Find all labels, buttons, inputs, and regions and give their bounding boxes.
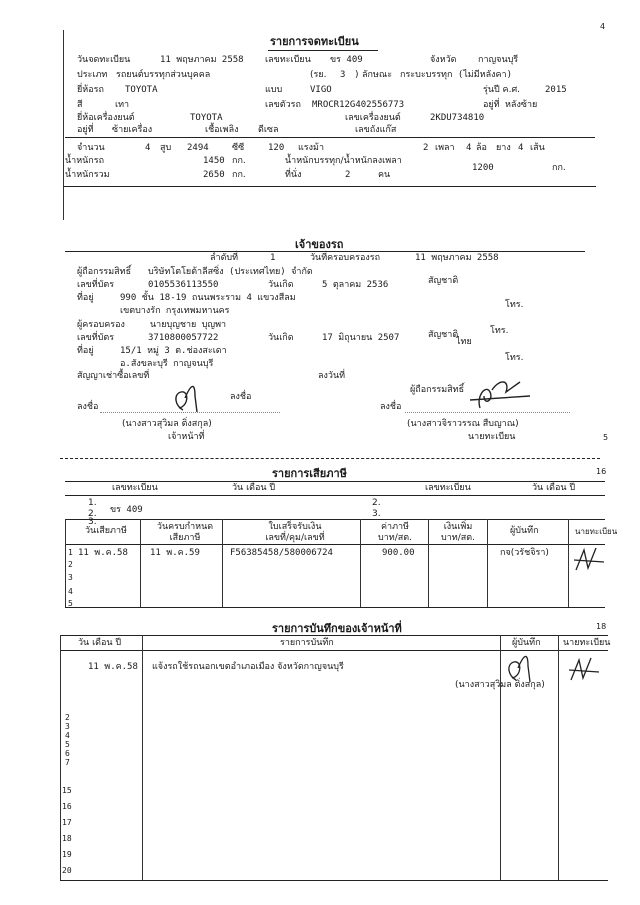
addr-label-2: ที่อยู่ bbox=[77, 346, 94, 356]
holder-label: ผู้ถือกรรมสิทธิ์ bbox=[77, 267, 132, 277]
tax-col-date: วัน เดือน ปี bbox=[232, 483, 276, 493]
notes-row-6: 6 bbox=[65, 749, 70, 758]
at-label: อยู่ที่ bbox=[483, 100, 500, 110]
wheel-value: 4 bbox=[466, 143, 472, 153]
own-date-value: 11 พฤษภาคม 2558 bbox=[415, 253, 499, 263]
province-value: กาญจนบุรี bbox=[478, 55, 519, 65]
year-value: 2015 bbox=[545, 85, 567, 95]
sign-label-3: ลงชื่อ bbox=[380, 402, 402, 412]
tax-row-1: 1. bbox=[88, 498, 97, 508]
total-value: 2650 bbox=[203, 170, 225, 180]
contract-label: สัญญาเช่าซื้อเลขที่ bbox=[77, 371, 150, 381]
notes-entry-signer: (นางสาวสุวิมล ติ่งสกุล) bbox=[455, 680, 545, 690]
nation-label-2: สัญชาติ bbox=[428, 330, 459, 340]
sign-label: ลงชื่อ bbox=[230, 392, 252, 402]
holder-sign-label: ผู้ถือกรรมสิทธิ์ bbox=[410, 385, 465, 395]
addr-line-1: 990 ชั้น 18-19 ถนนพระราม 4 แขวงสีลม bbox=[120, 293, 296, 303]
cylinder-label: จำนวน bbox=[77, 143, 105, 153]
tel-label-2: โทร. bbox=[490, 326, 509, 336]
engine-no-value: 2KDU734810 bbox=[430, 113, 485, 123]
fuel-label: เชื้อเพลิง bbox=[205, 125, 239, 135]
holder-value: บริษัทโตโยต้าลีสซิ่ง (ประเทศไทย) จำกัด bbox=[148, 267, 313, 277]
seat-label: ที่นั่ง bbox=[285, 170, 302, 180]
weight-label: น้ำหนักรถ bbox=[65, 156, 105, 166]
tax-row-num-5: 5 bbox=[68, 599, 73, 608]
at-value: หลังซ้าย bbox=[505, 100, 538, 110]
tax-col-reg: เลขทะเบียน bbox=[112, 483, 158, 493]
axle-unit: เพลา bbox=[435, 143, 455, 153]
nation-value-2: ไทย bbox=[456, 337, 472, 347]
vin-label: เลขตัวรถ bbox=[265, 100, 301, 110]
tax-h-due: วันครบกำหนดเสียภาษี bbox=[156, 522, 214, 543]
tire-label: ยาง bbox=[496, 143, 511, 153]
reg-no-value: ขร 409 bbox=[330, 55, 363, 65]
code-label: (รย. bbox=[310, 70, 327, 80]
notes-row-16: 16 bbox=[62, 802, 72, 811]
code-close: ) bbox=[355, 70, 359, 80]
tax-h-receipt: ใบเสร็จรับเงิน เลขที่/คุม/เลขที่ bbox=[265, 522, 325, 543]
tax-h-recorder: ผู้บันทึก bbox=[510, 526, 539, 536]
cc-value: 2494 bbox=[187, 143, 209, 153]
engine-no-label: เลขเครื่องยนต์ bbox=[345, 113, 401, 123]
owner-title: เจ้าของรถ bbox=[295, 238, 344, 251]
addr-line-3: 15/1 หมู่ 3 ต.ช่องสะเดา bbox=[120, 346, 227, 356]
code-value: 3 bbox=[340, 70, 346, 80]
notes-row-17: 17 bbox=[62, 818, 72, 827]
color-value: เทา bbox=[115, 100, 130, 110]
page-number: 4 bbox=[600, 22, 606, 31]
engine-at-value: ซ้ายเครื่อง bbox=[112, 125, 153, 135]
tax-h-amount: ค่าภาษี บาท/สต. bbox=[378, 522, 412, 543]
notes-entry-date: 11 พ.ค.58 bbox=[88, 662, 138, 672]
addr-line-4: อ.สังขละบุรี กาญจนบุรี bbox=[120, 359, 214, 369]
seat-unit: คน bbox=[378, 170, 391, 180]
feature-label: ลักษณะ bbox=[362, 70, 393, 80]
hp-value: 120 bbox=[268, 143, 285, 153]
tax-h-registrar: นายทะเบียน bbox=[575, 527, 618, 536]
tax-col-date-2: วัน เดือน ปี bbox=[532, 483, 576, 493]
brand-label: ยี่ห้อรถ bbox=[77, 85, 104, 95]
birth-value-2: 17 มิถุนายน 2507 bbox=[322, 333, 400, 343]
tel-label: โทร. bbox=[505, 300, 524, 310]
load-value: 1200 bbox=[472, 163, 494, 173]
load-unit: กก. bbox=[552, 163, 566, 173]
order-value: 1 bbox=[270, 253, 276, 263]
tax-h-paid: วันเสียภาษี bbox=[85, 526, 127, 536]
notes-row-20: 20 bbox=[62, 866, 72, 875]
notes-col-recorder: ผู้บันทึก bbox=[512, 638, 541, 648]
tire-value: 4 bbox=[518, 143, 524, 153]
possessor-label: ผู้ครอบครอง bbox=[77, 320, 125, 330]
officer-name: (นางสาวสุวิมล ติ่งสกุล) bbox=[122, 419, 212, 429]
notes-row-15: 15 bbox=[62, 786, 72, 795]
tax-row1-recorder: กจ(วรัชจิรา) bbox=[500, 548, 549, 558]
notes-row-19: 19 bbox=[62, 850, 72, 859]
cylinder-value: 4 bbox=[145, 143, 151, 153]
addr-line-2: เขตบางรัก กรุงเทพมหานคร bbox=[120, 306, 230, 316]
axle-value: 2 bbox=[423, 143, 429, 153]
load-label: น้ำหนักบรรทุก/น้ำหนักลงเพลา bbox=[285, 156, 402, 166]
tax-row-r3: 3. bbox=[372, 509, 381, 519]
reg-no-label: เลขทะเบียน bbox=[265, 55, 311, 65]
birth-value: 5 ตุลาคม 2536 bbox=[322, 280, 389, 290]
notes-row-4: 4 bbox=[65, 731, 70, 740]
tax-registrar-signature bbox=[570, 540, 610, 580]
page-number-2: 5 bbox=[603, 433, 609, 442]
cc-unit: ซีซี bbox=[232, 143, 245, 153]
tax-h-extra: เงินเพิ่ม บาท/สต. bbox=[441, 522, 475, 543]
notes-registrar-signature bbox=[565, 650, 605, 690]
id-label-2: เลขที่บัตร bbox=[77, 333, 115, 343]
notes-row-5: 5 bbox=[65, 740, 70, 749]
model-label: แบบ bbox=[265, 85, 283, 95]
tax-reg-entry: ขร 409 bbox=[110, 505, 143, 515]
hp-unit: แรงม้า bbox=[298, 143, 325, 153]
possessor-value: นายบุญชาย บุญพา bbox=[150, 320, 227, 330]
nation-label: สัญชาติ bbox=[428, 276, 459, 286]
vin-value: MROCR12G402556773 bbox=[312, 100, 405, 110]
total-label: น้ำหนักรวม bbox=[65, 170, 110, 180]
tax-row1-num: 1 bbox=[68, 548, 73, 557]
engine-brand-value: TOYOTA bbox=[190, 113, 223, 123]
tax-row1-paid: 11 พ.ค.58 bbox=[78, 548, 128, 558]
registrar-name: (นางสาวจิราวรรณ สืบญาณ) bbox=[407, 419, 519, 429]
weight-unit: กก. bbox=[232, 156, 246, 166]
tax-row-3: 3. bbox=[88, 517, 97, 527]
brand-value: TOYOTA bbox=[125, 85, 158, 95]
notes-row-7: 7 bbox=[65, 758, 70, 767]
model-value: VIGO bbox=[310, 85, 332, 95]
addr-label: ที่อยู่ bbox=[77, 293, 94, 303]
tax-row1-receipt: F56385458/580006724 bbox=[230, 548, 333, 558]
notes-row-18: 18 bbox=[62, 834, 72, 843]
id-value-2: 3710800057722 bbox=[148, 333, 219, 343]
tax-row-num-4: 4 bbox=[68, 587, 73, 596]
type-value: รถยนต์บรรทุกส่วนบุคคล bbox=[116, 70, 211, 80]
tax-title: รายการเสียภาษี bbox=[272, 467, 347, 480]
notes-row-3: 3 bbox=[65, 722, 70, 731]
notes-title: รายการบันทึกของเจ้าหน้าที่ bbox=[272, 622, 402, 635]
type-label: ประเภท bbox=[77, 70, 108, 80]
wheel-unit: ล้อ bbox=[476, 143, 487, 153]
tax-row-r2: 2. bbox=[372, 498, 381, 508]
page-number-4: 18 bbox=[596, 622, 607, 631]
tax-row-2: 2. bbox=[88, 509, 97, 519]
page-number-3: 16 bbox=[596, 467, 607, 476]
notes-entry-text: แจ้งรถใช้รถนอกเขตอำเภอเมือง จังหวัดกาญจนบุรี bbox=[152, 662, 344, 672]
order-label: ลำดับที่ bbox=[210, 253, 239, 263]
notes-col-item: รายการบันทึก bbox=[280, 638, 334, 648]
notes-col-registrar: นายทะเบียน bbox=[563, 638, 611, 648]
reg-date-label: วันจดทะเบียน bbox=[77, 55, 131, 65]
own-date-label: วันที่ครอบครองรถ bbox=[310, 253, 381, 263]
tax-row1-amount: 900.00 bbox=[382, 548, 415, 558]
id-value: 0105536113550 bbox=[148, 280, 219, 290]
tax-row-num-3: 3 bbox=[68, 573, 73, 582]
officer-title: เจ้าหน้าที่ bbox=[168, 432, 205, 442]
tax-row-num-2: 2 bbox=[68, 560, 73, 569]
province-label: จังหวัด bbox=[430, 55, 457, 65]
notes-row-2: 2 bbox=[65, 713, 70, 722]
birth-label: วันเกิด bbox=[268, 280, 294, 290]
tel-label-3: โทร. bbox=[505, 353, 524, 363]
tire-unit: เส้น bbox=[530, 143, 545, 153]
feature-value: กระบะบรรทุก (ไม่มีหลังคา) bbox=[400, 70, 512, 80]
sign-label-2: ลงชื่อ bbox=[77, 402, 99, 412]
tax-col-reg-2: เลขทะเบียน bbox=[425, 483, 471, 493]
reg-date-value: 11 พฤษภาคม 2558 bbox=[160, 55, 244, 65]
registrar-title: นายทะเบียน bbox=[468, 432, 516, 442]
cylinder-unit: สูบ bbox=[160, 143, 172, 153]
id-label: เลขที่บัตร bbox=[77, 280, 115, 290]
engine-brand-label: ยี่ห้อเครื่องยนต์ bbox=[77, 113, 135, 123]
year-label: รุ่นปี ค.ศ. bbox=[483, 85, 521, 95]
gas-label: เลขถังแก๊ส bbox=[355, 125, 397, 135]
contract-date-label: ลงวันที่ bbox=[318, 371, 346, 381]
color-label: สี bbox=[77, 100, 83, 110]
notes-col-date: วัน เดือน ปี bbox=[78, 638, 122, 648]
fuel-value: ดีเซล bbox=[258, 125, 279, 135]
birth-label-2: วันเกิด bbox=[268, 333, 294, 343]
engine-at-label: อยู่ที่ bbox=[77, 125, 94, 135]
registrar-signature bbox=[440, 370, 540, 415]
registration-title: รายการจดทะเบียน bbox=[270, 35, 359, 48]
seat-value: 2 bbox=[345, 170, 351, 180]
total-unit: กก. bbox=[232, 170, 246, 180]
weight-value: 1450 bbox=[203, 156, 225, 166]
tax-row1-due: 11 พ.ค.59 bbox=[150, 548, 200, 558]
